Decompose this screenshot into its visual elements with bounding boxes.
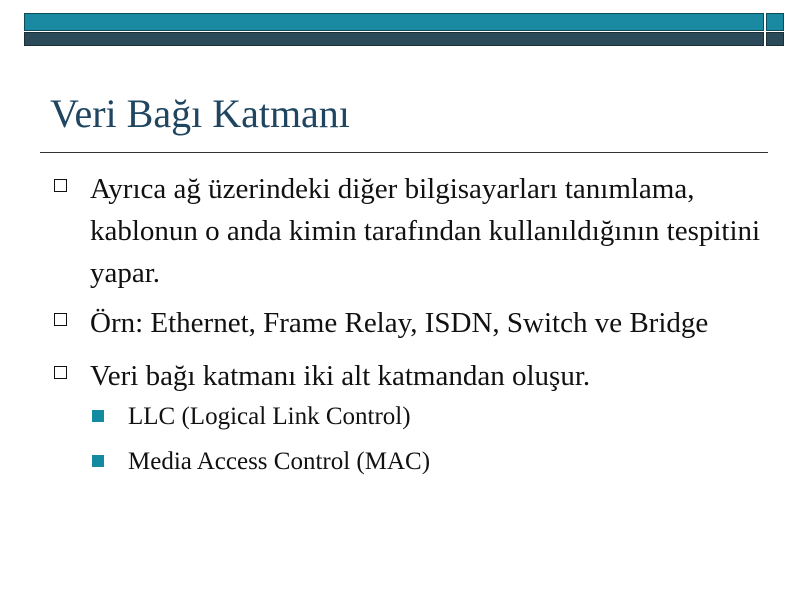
sub-bullet-text: LLC (Logical Link Control) [128,403,411,430]
header-square-top [766,13,784,31]
hollow-square-bullet-icon [54,179,67,192]
bullet-text: Ayrıca ağ üzerindeki diğer bilgisayarları tanımlama, kablonun o anda kimin tarafından kullanıldığının tespitini yapar. [90,173,761,289]
slide-content [50,168,770,489]
title-divider [40,152,768,153]
header-bar-top [24,13,764,31]
bullet-text: Örn: Ethernet, Frame Relay, ISDN, Switch ve Bridge [90,307,709,339]
hollow-square-bullet-icon [54,313,67,326]
bullet-text: Veri bağı katmanı iki alt katmandan oluşur. [90,360,591,392]
bullet-item [50,355,770,397]
hollow-square-bullet-icon [54,366,67,379]
sub-bullet-text: Media Access Control (MAC) [128,448,431,475]
filled-square-bullet-icon [92,455,104,467]
sub-bullet-item [50,444,770,479]
header-bar-bottom [24,32,764,46]
bullet-item [50,302,770,344]
slide-title: Veri Bağı Katmanı [50,91,350,136]
bullet-item [50,168,770,294]
sub-bullet-item [50,399,770,434]
header-square-bottom [766,32,784,46]
filled-square-bullet-icon [92,410,104,422]
